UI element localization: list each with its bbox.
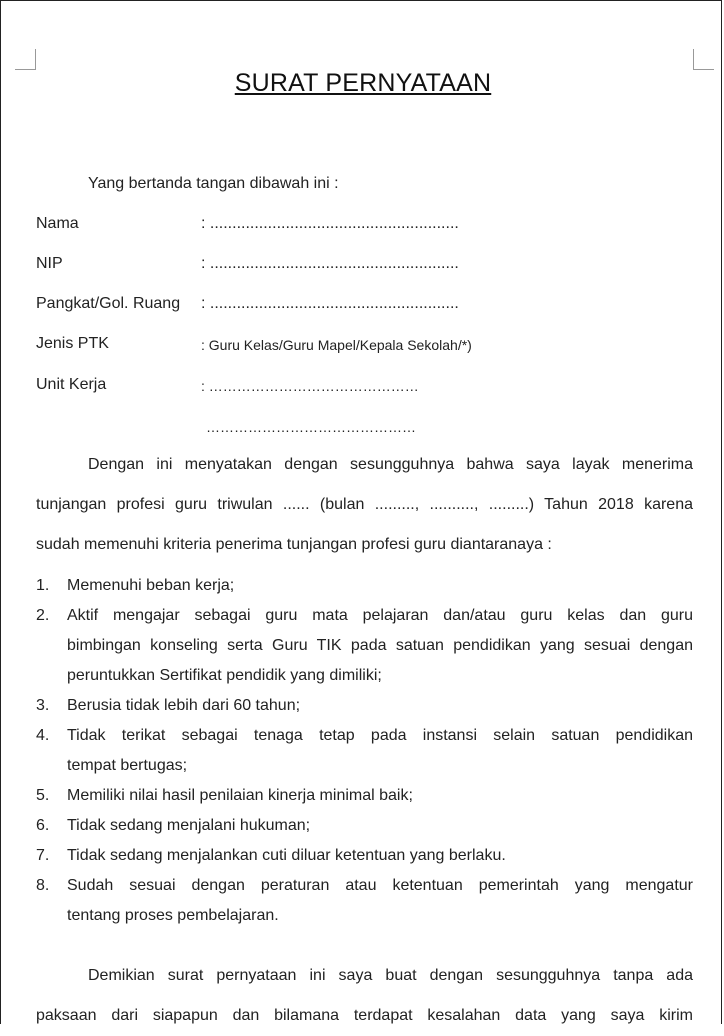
- field-value-unit-kerja: : ………………………………………: [201, 378, 419, 394]
- list-item-text: Sudah sesuai dengan peraturan atau ketentuan pemerintah yang mengatur: [67, 877, 693, 894]
- unit-kerja-continuation: ………………………………………: [206, 419, 416, 435]
- closing-paragraph: [36, 956, 693, 1036]
- criteria-list: [36, 571, 693, 931]
- list-item: [36, 811, 693, 841]
- list-item: [36, 721, 693, 781]
- list-item: [36, 691, 693, 721]
- field-label-unit-kerja: Unit Kerja: [36, 376, 107, 393]
- list-number: 8.: [36, 877, 50, 894]
- closing-line: Demikian surat pernyataan ini saya buat dengan sesungguhnya tanpa ada: [88, 967, 693, 984]
- list-item: [36, 781, 693, 811]
- list-item-text: tempat bertugas;: [67, 757, 188, 774]
- closing-line: paksaan dari siapapun dan bilamana terdapat kesalahan data yang saya kirim: [36, 1007, 693, 1024]
- list-item-text: peruntukkan Sertifikat pendidik yang dimiliki;: [67, 667, 382, 684]
- list-number: 1.: [36, 577, 50, 594]
- statement-line: Dengan ini menyatakan dengan sesungguhnya bahwa saya layak menerima: [88, 456, 693, 473]
- field-label-nip: NIP: [36, 255, 63, 272]
- list-item-text: Tidak terikat sebagai tenaga tetap pada instansi selain satuan pendidikan: [67, 727, 693, 744]
- field-value-nama: : ........................................................: [201, 215, 459, 232]
- list-item: [36, 571, 693, 601]
- statement-line: sudah memenuhi kriteria penerima tunjangan profesi guru diantaranaya :: [36, 536, 552, 553]
- margin-corner-top-left: [15, 49, 36, 70]
- list-number: 2.: [36, 607, 50, 624]
- list-number: 4.: [36, 727, 50, 744]
- field-label-pangkat: Pangkat/Gol. Ruang: [36, 295, 181, 312]
- list-item: [36, 601, 693, 691]
- list-item-text: tentang proses pembelajaran.: [67, 907, 279, 924]
- statement-line: tunjangan profesi guru triwulan ...... (bulan ........., .........., .........) Tahun 2018 karena: [36, 496, 693, 513]
- margin-corner-top-right: [693, 49, 714, 70]
- list-item-text: bimbingan konseling serta Guru TIK pada satuan pendidikan yang sesuai dengan: [67, 637, 693, 654]
- list-number: 5.: [36, 787, 50, 804]
- list-item-text: Tidak sedang menjalani hukuman;: [67, 817, 311, 834]
- list-number: 7.: [36, 847, 50, 864]
- field-value-pangkat: : ........................................................: [201, 295, 459, 312]
- list-item-text: Aktif mengajar sebagai guru mata pelajaran dan/atau guru kelas dan guru: [67, 607, 693, 624]
- list-item-text: Memenuhi beban kerja;: [67, 577, 235, 594]
- document-title: SURAT PERNYATAAN: [234, 69, 492, 97]
- intro-text: Yang bertanda tangan dibawah ini :: [88, 175, 339, 192]
- list-item: [36, 871, 693, 931]
- list-item-text: Memiliki nilai hasil penilaian kinerja minimal baik;: [67, 787, 413, 804]
- field-label-nama: Nama: [36, 215, 79, 232]
- field-value-jenis-ptk: : Guru Kelas/Guru Mapel/Kepala Sekolah/*): [201, 337, 472, 353]
- list-item: [36, 841, 693, 871]
- list-number: 6.: [36, 817, 50, 834]
- statement-paragraph: [36, 445, 693, 565]
- field-label-jenis-ptk: Jenis PTK: [36, 335, 109, 352]
- list-number: 3.: [36, 697, 50, 714]
- field-value-nip: : ........................................................: [201, 255, 459, 272]
- list-item-text: Berusia tidak lebih dari 60 tahun;: [67, 697, 301, 714]
- list-item-text: Tidak sedang menjalankan cuti diluar ketentuan yang berlaku.: [67, 847, 506, 864]
